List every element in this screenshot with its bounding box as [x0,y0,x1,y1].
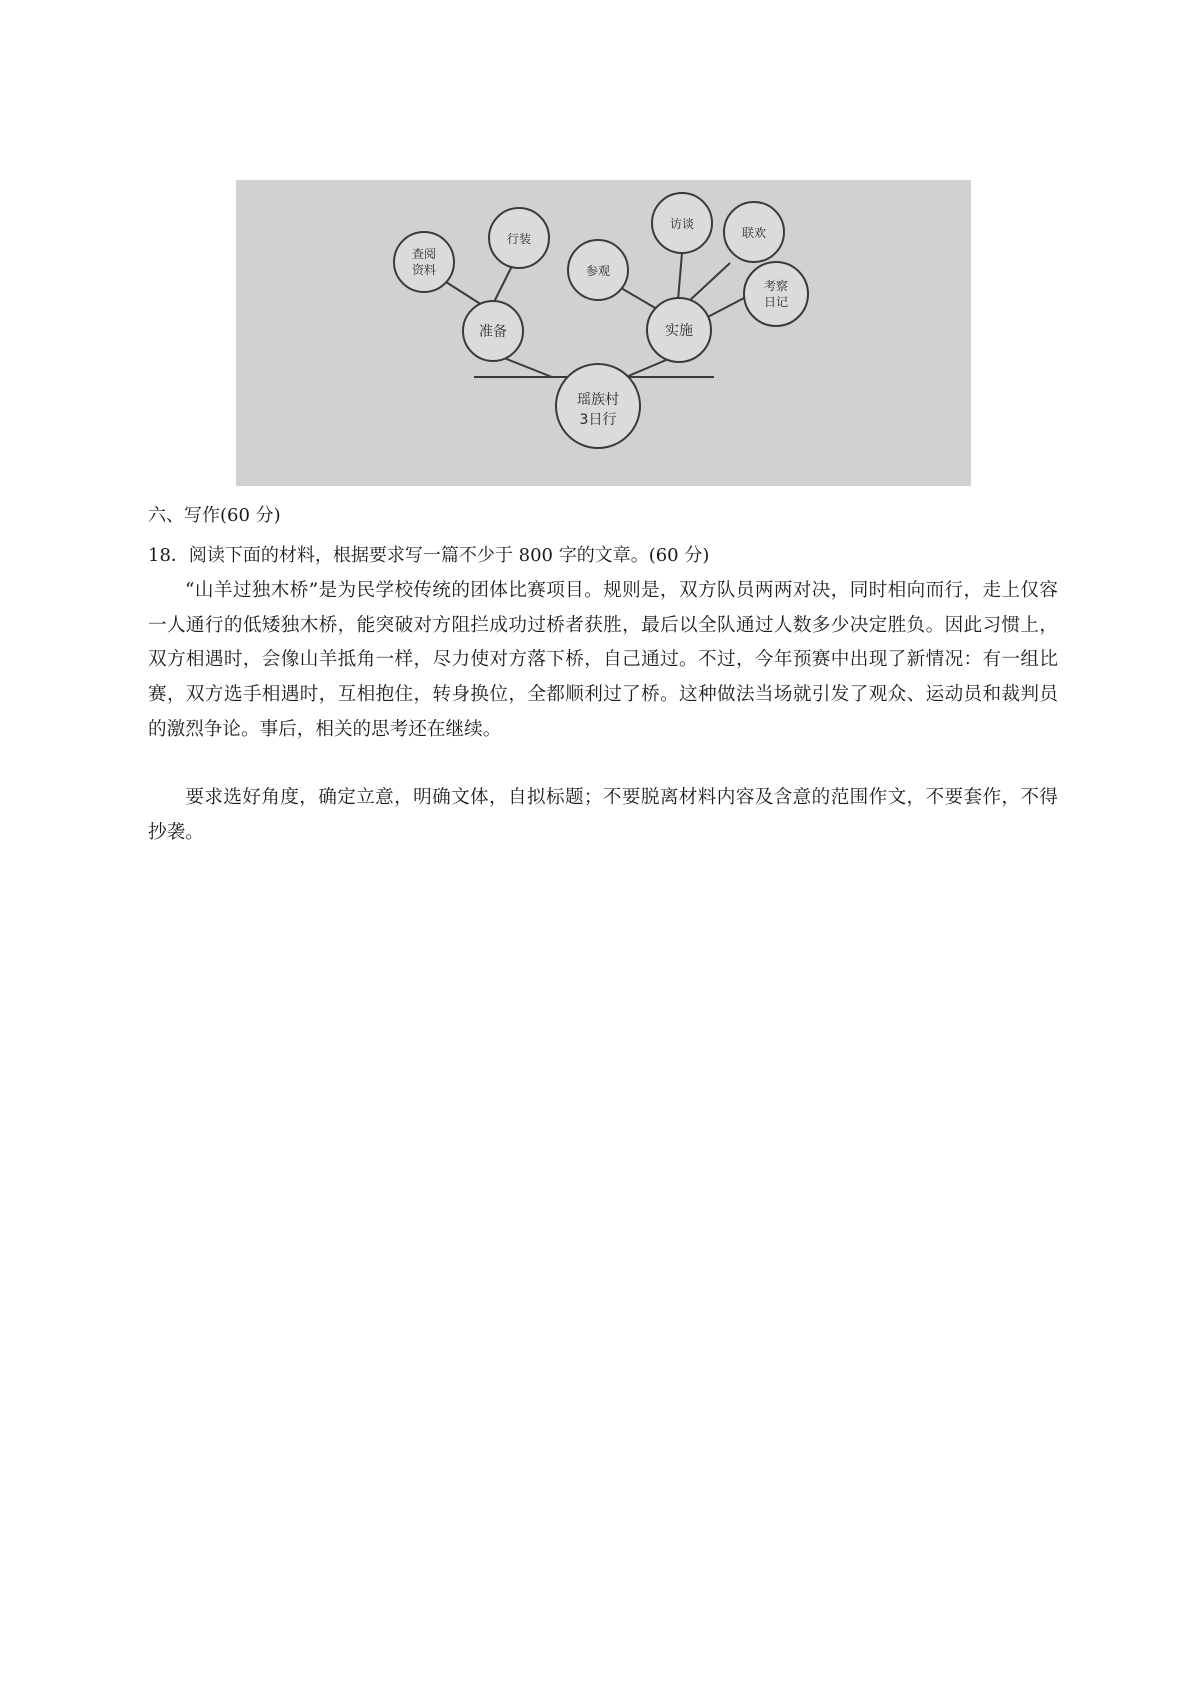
connector-line [494,266,512,302]
connector-line [688,263,730,302]
node-label: 资料 [411,263,437,277]
requirement-text: 要求选好角度，确定立意，明确文体，自拟标题；不要脱离材料内容及含意的范围作文，不要套作，不得抄袭。 [148,787,1058,843]
node-label: 实施 [665,323,693,339]
node-label: 联欢 [741,226,767,240]
mind-map-diagram [236,180,971,486]
node-label: 访谈 [669,217,695,231]
connector-line [504,358,552,377]
connector-line [446,282,482,305]
root-label-line1: 瑶族村 [577,392,619,408]
node-label: 考察 [763,279,789,293]
mind-map-figure [236,180,971,486]
node-materials [394,232,454,292]
material-text: “山羊过独木桥”是为民学校传统的团体比赛项目。规则是，双方队员两两对决，同时相向而行，走上仅容一人通行的低矮独木桥，能突破对方阻拦成功过桥者获胜，最后以全队通过人数多少决定胜负。因此习惯上，双方相遇时，会像山羊抵角一样，尽力使对方落下桥，自己通过。不过，今年预赛中出现了新情况：有一组比赛，双方选手相遇时，互相抱住，转身换位，全都顺利过了桥。这种做法当场就引发了观众、运动员和裁判员的激烈争论。事后，相关的思考还在继续。 [148,580,1058,740]
question-prompt: 18．阅读下面的材料，根据要求写一篇不少于 800 字的文章。(60 分) [148,545,710,566]
node-label: 日记 [763,295,789,309]
section-heading: 六、写作(60 分) [148,505,281,526]
node-label: 行装 [506,232,532,246]
material-paragraph [148,574,1058,748]
node-diary [744,262,808,326]
node-label: 参观 [585,264,611,278]
root-label-line2: 3日行 [579,412,617,428]
requirement-paragraph [148,781,1058,850]
connector-line [678,253,682,300]
node-label: 查阅 [411,247,437,261]
node-label: 准备 [479,324,507,340]
